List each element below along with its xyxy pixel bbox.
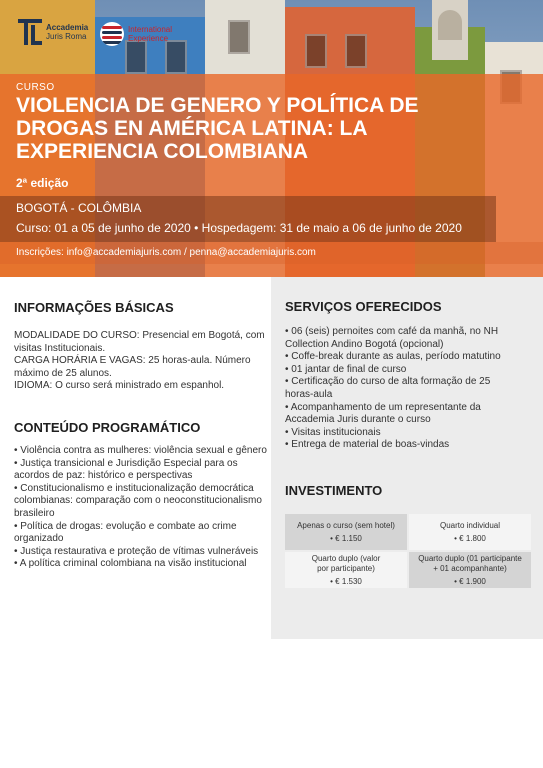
price-option-label: Quarto individual	[439, 520, 501, 530]
list-item: • Acompanhamento de um representante da Accademia Juris durante o curso	[285, 401, 481, 426]
logo1-line1: Accademia	[46, 23, 89, 32]
price-option-label: Apenas o curso (sem hotel)	[297, 520, 395, 530]
price-option-label: Quarto duplo (01 participante + 01 acompanhante)	[418, 553, 522, 573]
church-tower	[432, 0, 468, 60]
services-heading: SERVIÇOS OFERECIDOS	[285, 299, 442, 314]
basic-info-heading: INFORMAÇÕES BÁSICAS	[14, 300, 174, 315]
list-item: • Visitas institucionais	[285, 426, 381, 438]
basic-info-line: CARGA HORÁRIA E VAGAS: 25 horas-aula. Número máximo de 25 alunos.	[14, 355, 251, 379]
content-heading: CONTEÚDO PROGRAMÁTICO	[14, 420, 201, 435]
price-value: • € 1.150	[330, 533, 362, 543]
price-value: • € 1.900	[454, 576, 486, 586]
dates-label: Curso: 01 a 05 de junho de 2020 • Hospedagem: 31 de maio a 06 de junho de 2020	[16, 221, 462, 235]
investment-heading: INVESTIMENTO	[285, 483, 383, 498]
list-item: • A política criminal colombiana na visão institucional	[14, 558, 247, 570]
price-option	[409, 552, 531, 588]
accademia-juris-logo	[18, 19, 88, 45]
basic-info-block	[14, 330, 268, 393]
services-list	[285, 326, 515, 452]
logo2-line2: Experience	[128, 34, 169, 43]
price-value: • € 1.530	[330, 576, 362, 586]
list-item: • 06 (seis) pernoites com café da manhã, no NH Collection Andino Bogotá (opcional)	[285, 326, 499, 350]
basic-info-line: IDIOMA: O curso será ministrado em espanhol.	[14, 380, 225, 391]
window	[305, 34, 327, 68]
price-option	[285, 552, 407, 588]
basic-info-line: MODALIDADE DO CURSO: Presencial em Bogotá, com visitas Institucionais.	[14, 330, 265, 354]
list-item: • Política de drogas: evolução e combate ao crime organizado	[14, 520, 237, 545]
window	[228, 20, 250, 54]
course-title: VIOLENCIA DE GENERO Y POLÍTICA DE DROGAS EN AMÉRICA LATINA: LA EXPERIENCIA COLOMBIANA	[16, 94, 419, 163]
window	[345, 34, 367, 68]
price-option-label: Quarto duplo (valor por participante)	[311, 553, 381, 573]
list-item: • Coffe-break durante as aulas, período matutino	[285, 351, 501, 363]
list-item: • Constitucionalismo e institucionalização democrática colombianas: comparação com o neoconstitucionalismo brasileiro	[14, 482, 262, 519]
price-option	[409, 514, 531, 550]
content-list	[14, 445, 270, 571]
list-item: • Violência contra as mulheres: violência sexual e gênero	[14, 445, 267, 456]
inscricoes-contact[interactable]: Inscrições: info@accademiajuris.com / penna@accademiajuris.com	[16, 247, 316, 258]
globe-stripes-icon	[100, 22, 124, 46]
city-label: BOGOTÁ - COLÔMBIA	[16, 201, 142, 215]
edition-label: 2ª edição	[16, 176, 69, 190]
logo2-line1: International	[128, 25, 173, 34]
list-item: • Entrega de material de boas-vindas	[285, 439, 450, 451]
list-item: • 01 jantar de final de curso	[285, 363, 407, 375]
hero-banner	[0, 0, 543, 277]
curso-label: CURSO	[16, 82, 55, 93]
price-value: • € 1.800	[454, 533, 486, 543]
list-item: • Justiça transicional e Jurisdição Especial para os acordos de paz: histórico e perspectivas	[14, 457, 238, 482]
list-item: • Justiça restaurativa e proteção de vítimas vulneráveis	[14, 545, 259, 557]
logo1-line2: Juris Roma	[46, 32, 87, 41]
ajr-logo-icon	[18, 19, 42, 45]
list-item: • Certificação do curso de alta formação de 25 horas-aula	[285, 376, 491, 400]
investment-table	[285, 514, 531, 590]
right-panel	[271, 277, 543, 639]
price-option	[285, 514, 407, 550]
international-experience-logo	[100, 22, 172, 46]
